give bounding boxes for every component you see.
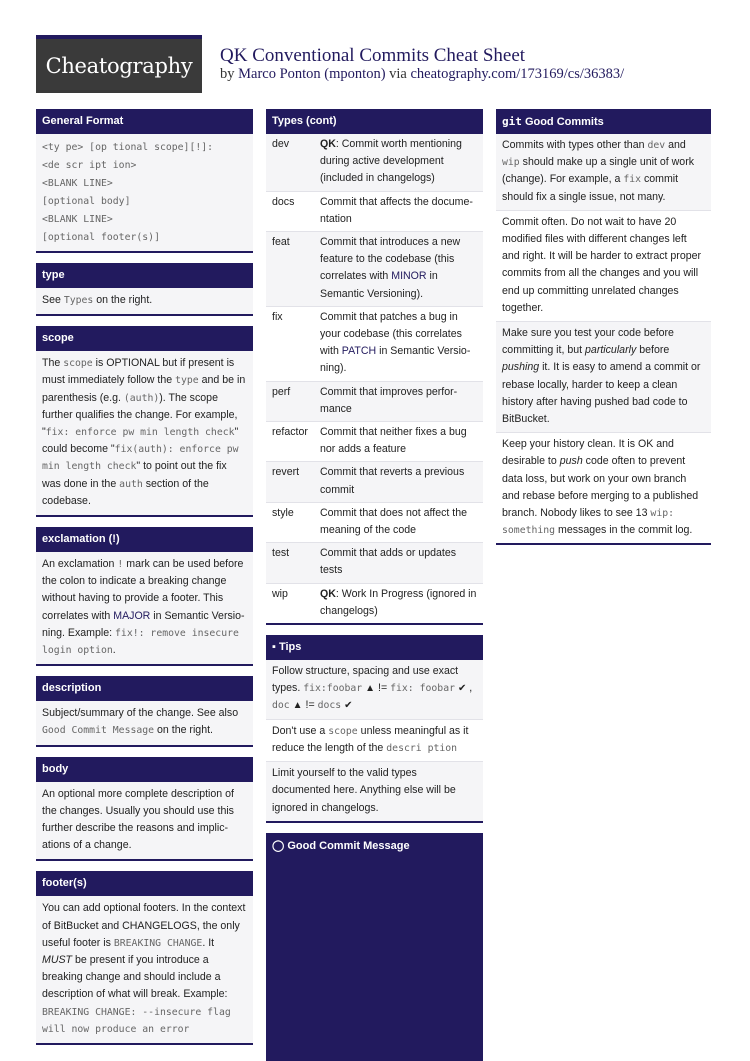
code: docs [317,700,342,712]
text: Don't use a [272,724,326,737]
code: dev [647,140,666,151]
text: See [42,294,61,306]
code: fix(auth): enforce pw min length check [42,444,239,473]
section-title: exclamation (!) [36,527,253,552]
good-commit-message-section [266,833,483,1061]
code: auth [119,478,143,490]
format-line: [optional body] [42,196,131,207]
author-link[interactable]: Marco Ponton (mponton) [238,66,386,82]
scope-body [36,351,253,515]
type-key: wip [272,587,288,600]
text: it. It is easy to amend a commit or rebase locally, harder to keep a clean history after having pushed bad code to BitBucket. [502,361,701,426]
section-title: description [36,676,253,701]
text: ). The scope further qualifies the change. For example, " [42,391,238,439]
code: wip [502,157,520,169]
type-value: Commit that does not affect the meaning of the code [320,506,468,537]
code: fix [623,174,642,186]
text: is OPTIONAL but if present is must immediately follow the [42,357,235,387]
logo-text: Cheatography [45,54,193,78]
text: section of the codebase. [42,477,209,507]
list-item: Commit often. Do not wait to have 20 modified files with different changes left and right. It will be harder to extract proper commits from all the changes and you will end up committing unrelated changes together. [496,211,711,322]
text: mark can be used before the colon to indicate a breaking change without having to provide a footer. This correlates with [42,558,244,622]
emphasis: pushing [502,361,540,374]
code: fix: enforce pw min length check [45,427,235,439]
type-body [36,288,253,314]
qk-label: QK [320,138,336,150]
types-section [266,109,483,625]
general-format-section [36,109,253,253]
type-key: perf [272,385,291,398]
comment-icon: ◯ [272,839,285,852]
text: be present if you introduce a breaking change and should include a description of what will break. Example: [42,954,228,1001]
patch-highlight: PATCH [341,345,377,358]
code: type [175,375,199,387]
table-row [266,543,483,583]
check-icon: ✔ [344,700,353,712]
type-value [320,309,477,378]
code: fix:foobar [303,683,363,695]
text: : Work In Progress (ignored in changelogs) [320,587,477,617]
check-icon: ✔ [457,683,467,695]
tips-list [266,660,483,821]
text: commit should fix a single issue, not many. [502,173,679,203]
format-line: <BLANK LINE> [42,214,113,225]
text: and [668,139,686,151]
table-row [266,134,483,192]
type-key: fix [272,310,283,323]
text: should make up a single unit of work (change). For example, a [502,156,695,186]
text: . [112,644,116,657]
warning-icon: ▲ [292,700,303,712]
section-title [496,109,711,134]
types-table [266,134,483,623]
text: You can add optional footers. In the context of BitBucket and CHANGELOGS, the only useful footer is [42,902,246,949]
text: Commit that introduces a new feature to the codebase (this correlates with [320,236,461,283]
table-row [266,192,483,232]
format-line: <de scr ipt ion> [42,160,137,171]
text: messages in the commit log. [558,524,693,537]
gift-icon: ▪ [272,641,276,654]
description-section [36,676,253,746]
code: ! [117,559,124,571]
text: code often to prevent data loss, but work on your own branch and rebase before merging to a published branch. Nobody likes to see 13 [502,455,699,520]
section-title [266,635,483,660]
type-value: Commit that improves perfor- mance [320,385,458,415]
code: fix!: remove insecure login option [42,627,239,657]
text: Commit that patches a bug in your codebase (this correlates with [320,310,462,358]
section-title: body [36,757,253,782]
code: Types [63,295,94,306]
section-title: scope [36,326,253,351]
text: Keep your history clean. It is OK and desirable to [502,438,674,468]
type-value: Commit that adds or updates tests [320,547,457,577]
qk-label: QK [320,587,336,600]
text: before [639,344,670,357]
list-item [266,720,483,762]
list-item [496,134,711,211]
text: in Semantic Versio- ning). [320,345,471,375]
by-prefix: by [220,66,235,82]
type-key: revert [272,466,300,479]
section-title: Types (cont) [266,109,483,134]
table-row [266,422,483,462]
list-item: Limit yourself to the valid types documented here. Anything else will be ignored in changelogs. [266,762,483,821]
good-commits-title-text: Good Commits [524,116,604,128]
text: An exclamation [42,558,115,571]
text: unless meaningful as it reduce the length of the [272,724,469,754]
table-row [266,307,483,382]
body-section [36,757,253,862]
type-value: Commit that affects the docume- ntation [320,195,473,225]
text: and be in parenthesis (e.g. [42,374,246,404]
text: on the right. [157,724,213,737]
git-icon: git [502,115,522,128]
type-key: refactor [272,426,308,439]
major-highlight: MAJOR [113,609,151,622]
section-title: footer(s) [36,871,253,896]
text: != [305,699,315,712]
table-row [266,584,483,623]
code: fix: foobar [390,683,455,695]
text: != [378,682,388,695]
code: doc [272,700,290,712]
type-key: style [272,506,294,519]
text: Subject/summary of the change. See also [42,707,239,720]
section-title: type [36,263,253,288]
text: in Semantic Versio- ning. Example: [42,609,245,639]
exclamation-body [36,552,253,664]
column-1 [36,109,253,1055]
code: (auth) [123,392,160,404]
type-value: Commit that neither fixes a bug nor adds a feature [320,426,467,456]
format-line: <ty pe> [op tional scope][!]: [42,142,214,153]
table-row [266,503,483,543]
text: Follow structure, spacing and use exact types. [272,665,459,695]
table-row [266,382,483,422]
page-title: QK Conventional Commits Cheat Sheet [220,45,526,66]
byline [220,66,624,83]
text: , [469,682,473,695]
type-value [320,136,477,188]
general-format-body [36,134,253,251]
section-title: Good Commit Message [287,839,410,852]
sheet-url-link[interactable]: cheatography.com/173169/cs/36383/ [410,66,625,82]
text: on the right. [96,294,153,306]
warning-icon: ▲ [365,683,376,695]
text: " could become " [42,426,239,456]
code: wip: something [502,508,675,537]
type-key: dev [272,138,290,150]
code: descri ption [386,742,458,754]
body-body: An optional more complete description of the changes. Usually you should use this further describe the reasons and implic- ations of a change. [36,782,253,860]
list-item [266,660,483,720]
format-line: <BLANK LINE> [42,178,113,189]
exclamation-section [36,527,253,666]
table-row [266,462,483,502]
column-3 [496,109,711,555]
column-2 [266,109,483,1061]
code: Good Commit Message [42,725,155,737]
minor-highlight: MINOR [391,270,427,283]
via-text: via [389,66,407,82]
text: Make sure you test your code before committing it, but [502,327,674,357]
list-item [496,433,711,543]
list-item [496,322,711,433]
type-section [36,263,253,316]
format-line: [optional footer(s)] [42,232,160,243]
scope-section [36,326,253,517]
text: : Commit worth mentioning during active development (included in changelogs) [320,138,462,185]
emphasis: particularly [585,344,637,357]
good-commits-section [496,109,711,545]
tips-title-text: Tips [278,641,302,654]
text: . It [202,936,215,949]
text: The [42,357,61,370]
type-key: docs [272,195,295,208]
text: Commits with types other than [502,139,645,151]
section-title: General Format [36,109,253,134]
text: in Semantic Versioning). [320,270,438,300]
emphasis: MUST [42,954,73,967]
type-key: test [272,547,290,560]
type-key: feat [272,236,290,249]
code: scope [328,725,358,737]
code: BREAKING CHANGE [113,937,203,949]
cheatography-logo[interactable] [36,35,202,93]
footer-body [36,896,253,1043]
type-value: Commit that reverts a previous commit [320,466,465,496]
type-value [320,234,477,303]
code: scope [63,358,93,370]
tips-section [266,635,483,823]
good-commits-list [496,134,711,543]
description-body [36,701,253,744]
footer-section [36,871,253,1045]
text: " to point out the fix was done in the [42,460,227,490]
type-value [320,586,477,620]
code: BREAKING CHANGE: --insecure flag will now produce an error [42,1006,231,1035]
emphasis: push [559,455,583,468]
table-row [266,232,483,307]
